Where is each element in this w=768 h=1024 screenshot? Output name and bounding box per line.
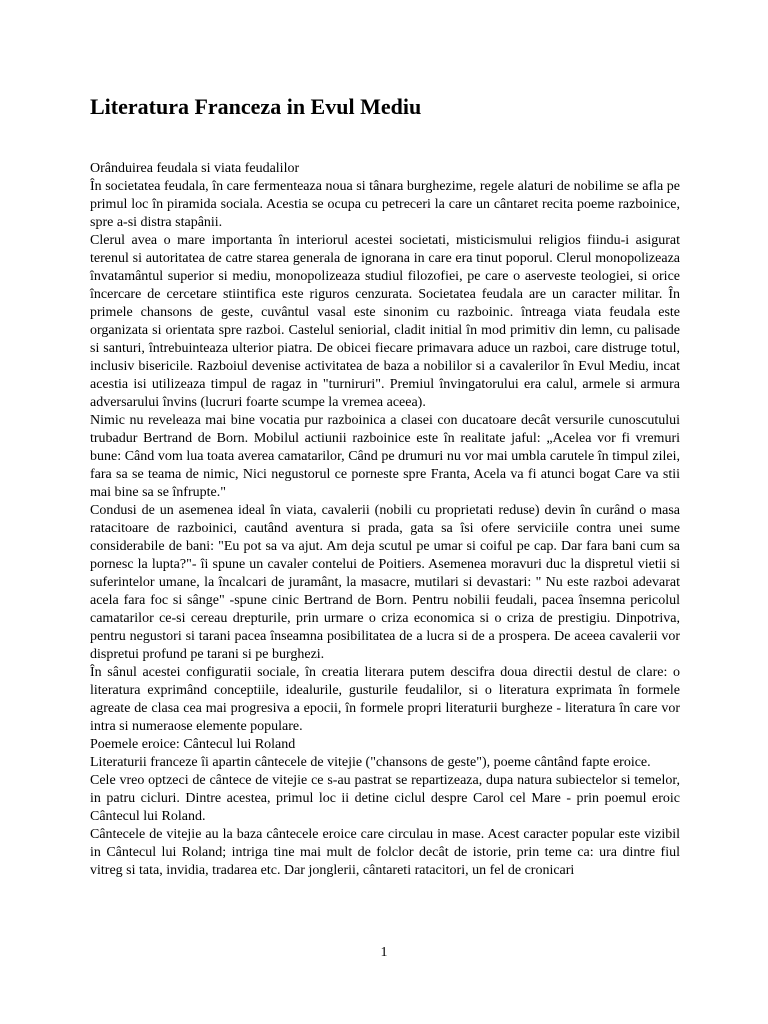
page-number: 1 xyxy=(380,945,388,960)
paragraph: Condusi de un asemenea ideal în viata, cavalerii (nobili cu proprietati reduse) devin în curând o masa ratacitoare de razboinici, cautând aventura si prada, gata sa îsi ofere serviciile contra unei sume considerabile de bani: "Eu pot sa va ajut. Am deja scutul pe umar si coiful pe cap. Dar fara bani cum sa pornesc la lupta?"- îi spune un cavaler contelui de Poitiers. Asemenea moravuri duc la dispretul vietii si suferintelor umane, la încalcari de juramânt, la masacre, mutilari si devastari: " Nu este razboi adevarat acela fara foc si sânge" -spune cinic Bertrand de Born. Pentru nobilii feudali, pacea însemna pericolul camatarilor ce-si cereau drepturile, prin urmare o criza economica si o criza de prestigiu. Dinpotriva, pentru negustori si tarani pacea înseamna posibilitatea de a lucra si de a prospera. De aceea cavalerii vor dispretui profund pe tarani si pe burghezi. xyxy=(90,503,680,662)
section-heading-feudal-order: Orânduirea feudala si viata feudalilor xyxy=(90,161,300,176)
document-title: Literatura Franceza in Evul Mediu xyxy=(90,94,422,119)
section-heading-heroic-poems: Poemele eroice: Cântecul lui Roland xyxy=(90,737,296,752)
paragraph: Nimic nu reveleaza mai bine vocatia pur razboinica a clasei con ducatoare decât versurile cunoscutului trubadur Bertrand de Born. Mobilul actiunii razboinice este în realitate jaful: „Acelea vor fi vremuri bune: Când vom lua toata averea camatarilor, Când pe drumuri nu vor mai umbla carutele în timpul zilei, fara sa se teama de nimic, Nici negustorul ce porneste spre Franta, Acela va fi atunci bogat Care va stii mai bine sa se înfrupte." xyxy=(90,413,680,500)
paragraph: Cântecele de vitejie au la baza cântecele eroice care circulau in mase. Acest caracter popular este vizibil in Cântecul lui Roland; intriga tine mai mult de folclor decât de istorie, prin teme ca: ura dintre fiul vitreg si tata, invidia, tradarea etc. Dar jonglerii, cântareti ratacitori, un fel de cronicari xyxy=(90,827,680,878)
paragraph: În sânul acestei configuratii sociale, în creatia literara putem descifra doua directii destul de clare: o literatura exprimând conceptiile, idealurile, gusturile feudalilor, si o literatura exprimata în formele agreate de clasa cea mai progresiva a epocii, în formele propri literaturii burgheze - literatura în care vor intra si numeraose elemente populare. xyxy=(90,665,680,734)
paragraph: Clerul avea o mare importanta în interiorul acestei societati, misticismului religios fiindu-i asigurat terenul si autoritatea de catre starea generala de ignorana in care era tinut poporul. Clerul monopolizeaza învatamântul superior si mediu, monopolizeaza studiul filozofiei, pe care o aserveste teologiei, si orice încercare de cercetare stiintifica este riguros cenzurata. Societatea feudala are un caracter militar. În primele chansons de geste, cuvântul vasal este sinonim cu razboinic. întreaga viata feudala este organizata si orientata spre razboi. Castelul seniorial, cladit initial în mod primitiv din lemn, cu palisade si santuri, întrebuinteaza ulterior piatra. De obicei fiecare primavara aduce un razboi, care distruge totul, inclusiv bisericile. Razboiul devenise activitatea de baza a nobililor si a cavalerilor în Evul Mediu, incat acestia isi utilizeaza timpul de ragaz in "turniruri". Premiul învingatorului era calul, armele si armura adversarului învins (lucruri foarte scumpe la vremea aceea). xyxy=(90,233,680,410)
paragraph: Literaturii franceze îi apartin cântecele de vitejie ("chansons de geste"), poeme cântând fapte eroice. xyxy=(90,755,651,770)
paragraph: În societatea feudala, în care fermenteaza noua si tânara burghezime, regele alaturi de nobilime se afla pe primul loc în piramida sociala. Acestia se ocupa cu petreceri la care un cântaret recita poeme razboinice, spre a-si distra stapânii. xyxy=(90,179,680,230)
document-body xyxy=(90,160,680,880)
paragraph: Cele vreo optzeci de cântece de vitejie ce s-au pastrat se repartizeaza, dupa natura subiectelor si temelor, in patru cicluri. Dintre acestea, primul loc ii detine ciclul despre Carol cel Mare - prin poemul eroic Cântecul lui Roland. xyxy=(90,773,680,824)
